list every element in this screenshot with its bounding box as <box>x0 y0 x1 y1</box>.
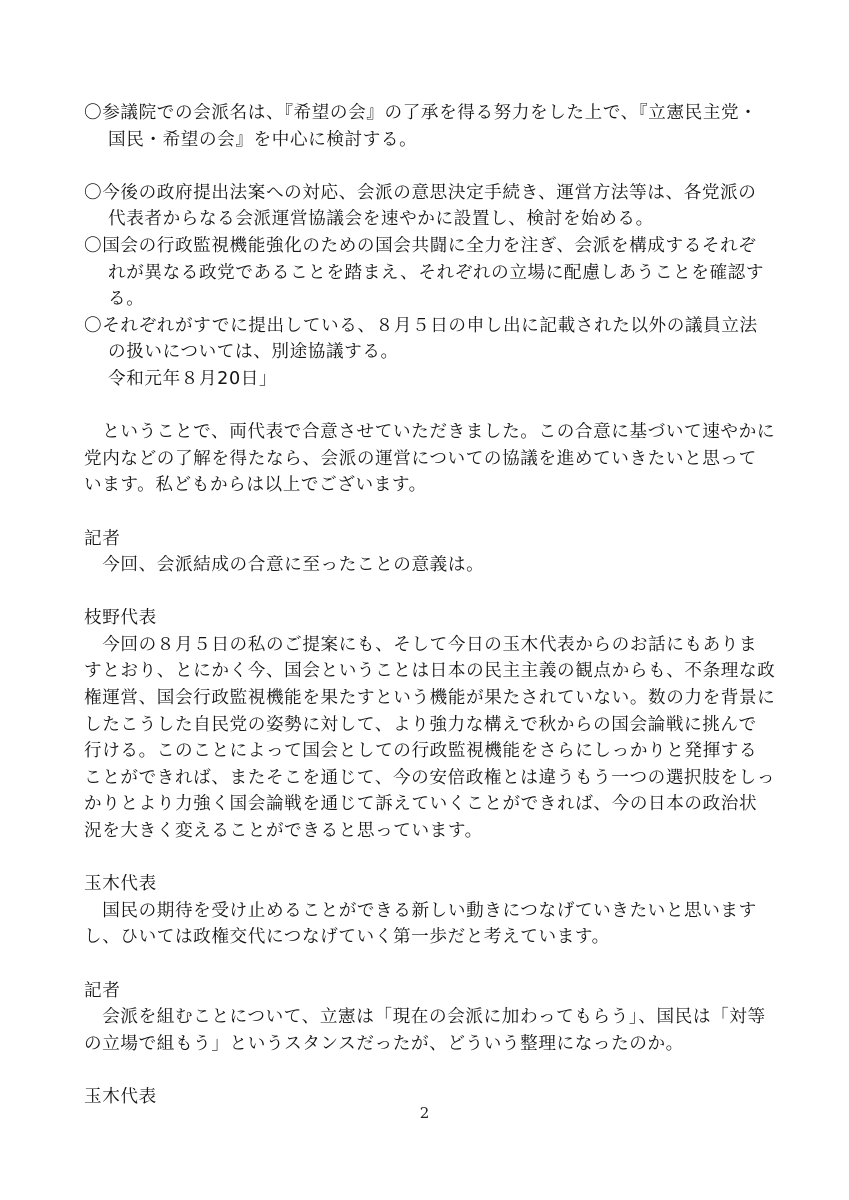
exchange <box>84 871 784 951</box>
agreement-item <box>84 233 784 313</box>
agreement-line: る。 <box>108 289 145 310</box>
agreement-item <box>84 313 784 366</box>
paragraph-line: います。私どもからは以上でございます。 <box>84 475 427 496</box>
agreement-line: 代表者からなる会派運営協議会を速やかに設置し、検討を始める。 <box>108 209 654 230</box>
paragraph-line: の立場で組もう」というスタンスだったが、どういう整理になったのか。 <box>84 1033 684 1054</box>
speaker-name: 枝野代表 <box>84 608 157 629</box>
paragraph-line: すとおり、とにかく今、国会ということは日本の民主主義の観点からも、不条理な政 <box>84 661 776 682</box>
paragraph-line: かりとより力強く国会論戦を通じて訴えていくことができれば、今の日本の政治状 <box>84 794 758 815</box>
agreement-line: 〇今後の政府提出法案への対応、会派の意思決定手続き、運営方法等は、各党派の <box>84 182 757 203</box>
agreement-line: の扱いについては、別途協議する。 <box>108 342 399 363</box>
speaker-name: 玉木代表 <box>84 874 157 895</box>
paragraph-line: 会派を組むことについて、立憲は「現在の会派に加わってもらう」、国民は「対等 <box>84 1007 766 1028</box>
paragraph-line: 党内などの了解を得たなら、会派の運営についての協議を進めていきたいと思って <box>84 448 757 469</box>
agreement-line: 〇国会の行政監視機能強化のための国会共闘に全力を注ぎ、会派を構成するそれぞ <box>84 235 757 256</box>
agreement-item <box>84 180 784 233</box>
exchange <box>84 978 784 1058</box>
paragraph-line: 権運営、国会行政監視機能を果たすという機能が果たされていない。数の力を背景に <box>84 688 776 709</box>
agreement-item <box>84 100 784 153</box>
paragraph-line: 今回の８月５日の私のご提案にも、そして今日の玉木代表からのお話にもありま <box>84 634 758 655</box>
speaker-name: 記者 <box>84 528 121 549</box>
speaker-name: 記者 <box>84 980 121 1001</box>
exchange <box>84 526 784 579</box>
paragraph-line: ことができれば、またそこを通じて、今の安倍政権とは違うもう一つの選択肢をしっ <box>84 767 776 788</box>
agreement-line: 〇参議院での会派名は、『希望の会』の了承を得る努力をした上で、『立憲民主党・ <box>84 103 758 123</box>
agreement-line: 〇それぞれがすでに提出している、８月５日の申し出に記載された以外の議員立法 <box>84 315 758 336</box>
paragraph-line: ということで、両代表で合意させていただきました。この合意に基づいて速やかに <box>84 422 776 443</box>
document-body <box>84 100 784 1111</box>
exchange <box>84 605 784 844</box>
paragraph-line: 国民の期待を受け止めることができる新しい動きにつなげていきたいと思います <box>84 900 757 921</box>
agreement-line: れが異なる政党であることを踏まえ、それぞれの立場に配慮しあうことを確認す <box>108 262 765 283</box>
paragraph-line: 況を大きく変えることができると思っています。 <box>84 821 483 842</box>
agreement-line: 国民・希望の会』を中心に検討する。 <box>108 129 418 150</box>
paragraph-line: 行ける。このことによって国会としての行政監視機能をさらにしっかりと発揮する <box>84 741 758 762</box>
paragraph-line: したこうした自民党の姿勢に対して、より強力な構えで秋からの国会論戦に挑んで <box>84 714 757 735</box>
agreement-date: 令和元年８月20日」 <box>108 368 278 389</box>
paragraph-line: し、ひいては政権交代につなげていく第一歩だと考えています。 <box>84 927 610 948</box>
speaker-name: 玉木代表 <box>84 1086 157 1107</box>
paragraph-line: 今回、会派結成の合意に至ったことの意義は。 <box>84 555 485 576</box>
statement-paragraph <box>84 419 784 499</box>
page-number: 2 <box>419 1104 430 1122</box>
